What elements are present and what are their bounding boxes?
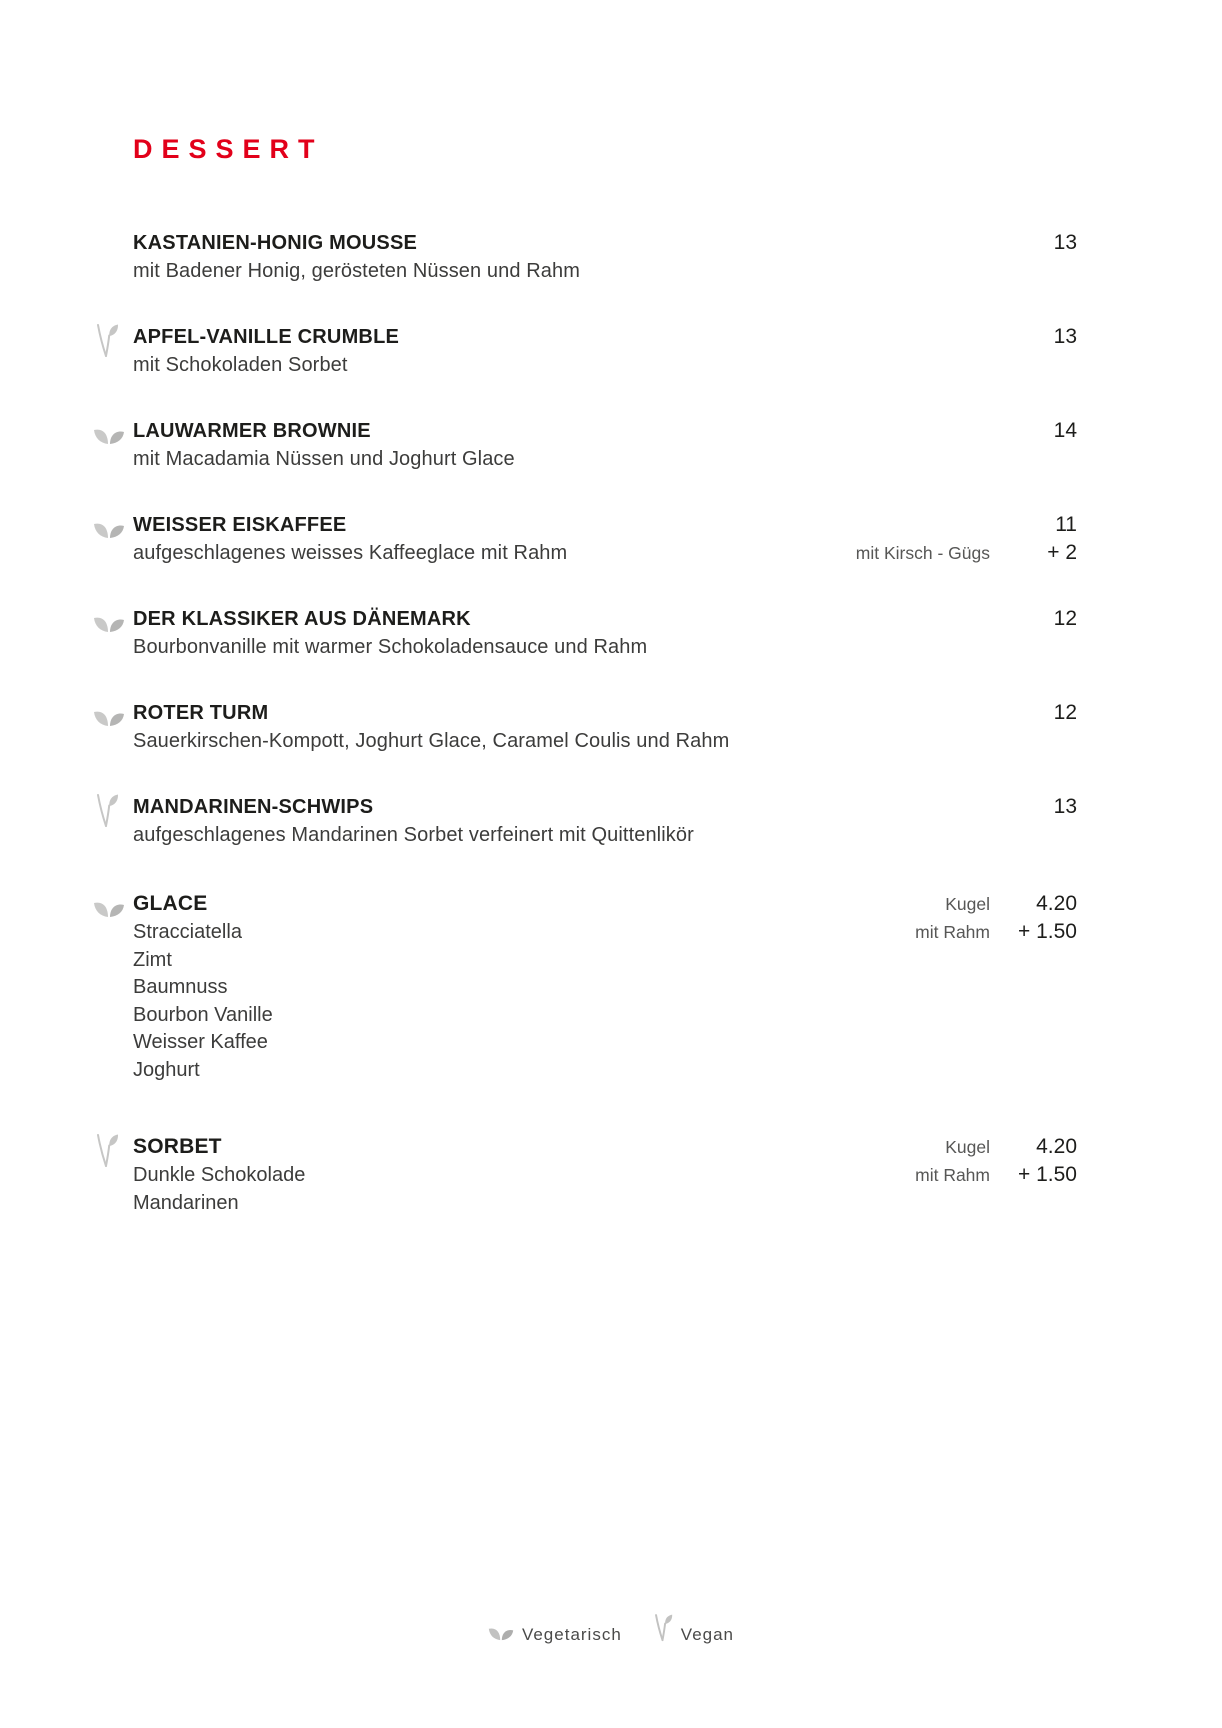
vegetarian-icon [93,423,127,453]
vegan-icon [93,794,127,824]
item-price: 11 [1055,513,1077,536]
vegan-icon [93,1134,127,1164]
vegetarian-icon [93,705,127,735]
item-name: DER KLASSIKER AUS DÄNEMARK [133,608,471,630]
section-extra-label: mit Rahm [915,922,990,942]
item-name: LAUWARMER BROWNIE [133,420,371,442]
item-description: mit Badener Honig, gerösteten Nüssen und Rahm [133,260,580,282]
menu-item [133,323,1077,379]
vegetarian-icon [93,611,127,641]
menu-item [133,417,1077,473]
item-description: aufgeschlagenes weisses Kaffeeglace mit Rahm [133,542,568,564]
item-name: ROTER TURM [133,702,269,724]
sorbet-section [133,1133,1077,1217]
item-note-price: + 2 [1047,541,1077,564]
item-price: 12 [1053,701,1077,724]
flavor: Joghurt [133,1058,200,1081]
flavor: Weisser Kaffee [133,1031,268,1053]
section-name: SORBET [133,1135,222,1158]
legend-vegan [652,1622,734,1647]
item-price: 12 [1053,607,1077,630]
flavor: Dunkle Schokolade [133,1164,306,1186]
flavor: Stracciatella [133,921,242,943]
vegetarian-icon [93,896,127,926]
section-unit-price: 4.20 [1036,892,1077,915]
menu-item [133,511,1077,567]
item-price: 13 [1053,795,1077,818]
diet-legend [0,1622,1222,1647]
item-description: mit Macadamia Nüssen und Joghurt Glace [133,448,515,470]
section-name: GLACE [133,892,208,915]
item-description: aufgeschlagenes Mandarinen Sorbet verfeinert mit Quittenlikör [133,824,694,846]
section-extra-price: + 1.50 [1018,920,1077,943]
item-price: 13 [1053,325,1077,348]
item-price: 14 [1053,419,1077,442]
page-title: DESSERT [133,134,324,164]
legend-vegan-label: Vegan [680,1624,735,1644]
glace-section [133,890,1077,1084]
item-name: APFEL-VANILLE CRUMBLE [133,326,400,348]
vegetarian-icon [93,517,127,547]
menu-item [133,793,1077,849]
menu-item [133,229,1077,285]
menu-item [133,605,1077,661]
section-unit-label: Kugel [945,1137,990,1157]
section-unit-label: Kugel [945,894,990,914]
flavor: Mandarinen [133,1191,239,1214]
vegan-icon [652,1614,673,1647]
item-description: Bourbonvanille mit warmer Schokoladensauce und Rahm [133,636,648,658]
item-description: mit Schokoladen Sorbet [133,354,348,376]
flavor: Baumnuss [133,976,228,998]
legend-vegetarian-label: Vegetarisch [521,1624,622,1644]
item-name: MANDARINEN-SCHWIPS [133,796,374,818]
section-unit-price: 4.20 [1036,1135,1077,1158]
menu-items [133,229,1077,849]
item-name: KASTANIEN-HONIG MOUSSE [133,232,418,254]
item-price: 13 [1053,231,1077,254]
item-name: WEISSER EISKAFFEE [133,514,347,536]
item-description: Sauerkirschen-Kompott, Joghurt Glace, Caramel Coulis und Rahm [133,730,730,752]
menu-item [133,699,1077,755]
flavor: Bourbon Vanille [133,1003,273,1026]
vegetarian-icon [488,1623,514,1646]
vegan-icon [93,324,127,354]
flavor: Zimt [133,948,172,971]
item-note-label: mit Kirsch - Gügs [855,543,990,563]
legend-vegetarian [488,1623,622,1646]
section-extra-price: + 1.50 [1018,1163,1077,1186]
section-extra-label: mit Rahm [915,1165,990,1185]
